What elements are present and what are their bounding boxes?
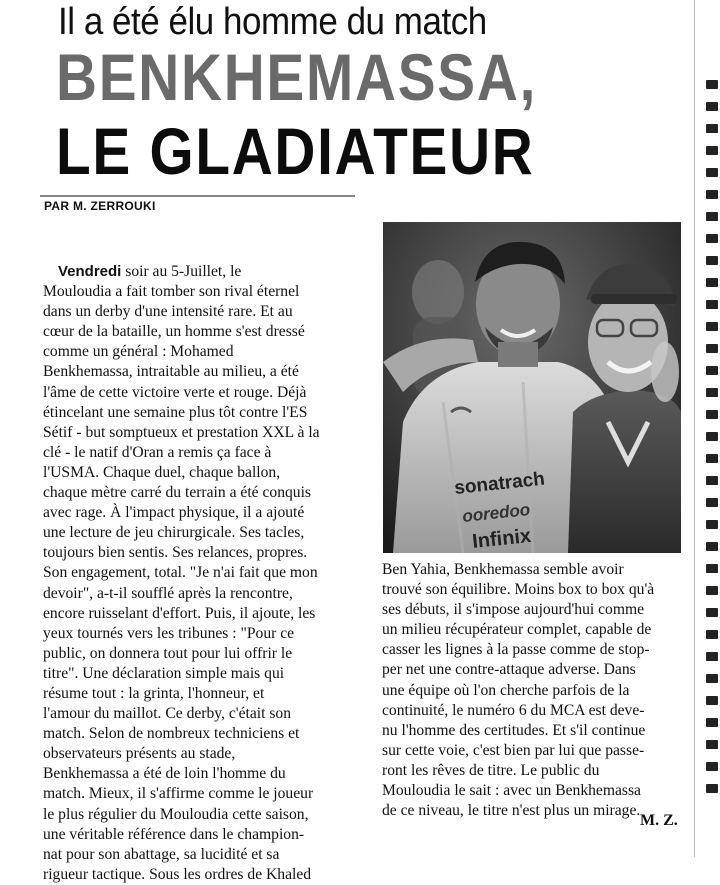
- text-line: résume tout : la grinta, l'honneur, et: [43, 684, 265, 702]
- text-line: Benkhemassa a été de loin l'homme du: [43, 765, 286, 783]
- byline-rule: [40, 195, 355, 197]
- text-line: Mouloudia le sait : avec un Benkhemassa: [382, 782, 641, 800]
- text-line: Sétif - but somptueux et prestation XXL à la: [43, 423, 320, 441]
- text-line: une lecture de jeu chirurgicale. Ses tacles,: [43, 524, 305, 542]
- text-line: une équipe où l'on cherche parfois de la: [382, 681, 630, 699]
- author-signature: M. Z.: [640, 812, 678, 829]
- jersey-sponsor-1: sonatrach: [453, 468, 546, 499]
- text-line: trouvé son équilibre. Moins box to box qu'à: [382, 581, 655, 599]
- text-line: devoir", a-t-il soufflé après la rencontre,: [43, 584, 293, 602]
- text-line: nat pour son abattage, sa lucidité et sa: [43, 845, 280, 863]
- text-line: nu l'homme des certitudes. Et s'il continue: [382, 721, 646, 739]
- text-line: public, on donnera tout pour lui offrir le: [43, 644, 293, 662]
- text-line: avec rage. À l'impact physique, il a ajouté: [43, 504, 305, 522]
- left-column-text: [43, 262, 355, 885]
- text-line: cœur de la bataille, un homme s'est dressé: [43, 323, 305, 341]
- jersey-sponsor-2: ooredoo: [461, 499, 532, 526]
- text-line: dans un derby d'une intensité rare. Et au: [43, 303, 293, 321]
- text-line: observateurs présents au stade,: [43, 745, 236, 763]
- text-line: une véritable référence dans le champion-: [43, 825, 305, 843]
- photo-illustration: [383, 222, 681, 553]
- text-line: Mouloudia a fait tomber son rival éternel: [43, 283, 300, 301]
- text-line: encore ruisselant d'effort. Puis, il ajoute, les: [43, 604, 316, 622]
- text-line: Benkhemassa, intraitable au milieu, a été: [43, 363, 299, 381]
- text-line: de ce niveau, le titre n'est plus un mirage.: [382, 802, 641, 820]
- text-line: clé - le natif d'Oran a remis ça face à: [43, 443, 272, 461]
- byline: PAR M. ZERROUKI: [44, 199, 156, 213]
- lead-word: Vendredi: [58, 263, 122, 280]
- text-line: continuité, le numéro 6 du MCA est deve-: [382, 701, 645, 719]
- article-photo: [383, 222, 681, 553]
- text-line: ront les rêves de titre. Le public du: [382, 761, 600, 779]
- article-column-left: [43, 262, 355, 883]
- article-kicker: Il a été élu homme du match: [58, 1, 487, 43]
- adjacent-article-edge: [700, 80, 720, 820]
- text-line: Son engagement, total. "Je n'ai fait que mon: [43, 564, 318, 582]
- text-line: ses débuts, il s'impose aujourd'hui comme: [382, 601, 645, 619]
- text-line: sur cette voie, c'est bien par lui que passe-: [382, 741, 645, 759]
- text-line: titre". Une déclaration simple mais qui: [43, 664, 285, 682]
- text-line: match. Selon de nombreux techniciens et: [43, 725, 300, 743]
- text-line: soir au 5-Juillet, le: [121, 263, 242, 280]
- text-line: étincelant une semaine plus tôt contre l'ES: [43, 403, 308, 421]
- text-line: yeux tournés vers les tribunes : "Pour ce: [43, 624, 295, 642]
- headline-line-2: LE GLADIATEUR: [56, 114, 535, 188]
- text-line: l'âme de cette victoire verte et rouge. Déjà: [43, 383, 307, 401]
- text-line: l'amour du maillot. Ce derby, c'était son: [43, 705, 291, 723]
- text-line: le plus régulier du Mouloudia cette saison,: [43, 805, 309, 823]
- text-line: l'USMA. Chaque duel, chaque ballon,: [43, 463, 281, 481]
- text-line: per net une contre-attaque adverse. Dans: [382, 661, 636, 679]
- headline-line-1: BENKHEMASSA,: [56, 40, 538, 114]
- page-column-rule: [694, 0, 695, 857]
- right-column-text: [382, 560, 694, 821]
- article-column-right: [382, 560, 694, 830]
- text-line: Ben Yahia, Benkhemassa semble avoir: [382, 561, 624, 578]
- text-line: toujours bien sentis. Ses relances, propres.: [43, 544, 308, 562]
- jersey-sponsor-3: Infinix: [471, 524, 533, 553]
- text-line: match. Mieux, il s'affirme comme le joueur: [43, 785, 314, 803]
- text-line: comme un général : Mohamed: [43, 343, 234, 361]
- text-line: chaque mètre carré du terrain a été conquis: [43, 484, 311, 502]
- text-line: un milieu récupérateur complet, capable de: [382, 621, 652, 639]
- text-line: casser les lignes à la passe comme de stop-: [382, 641, 650, 659]
- text-line: rigueur tactique. Sous les ordres de Khaled: [43, 865, 312, 883]
